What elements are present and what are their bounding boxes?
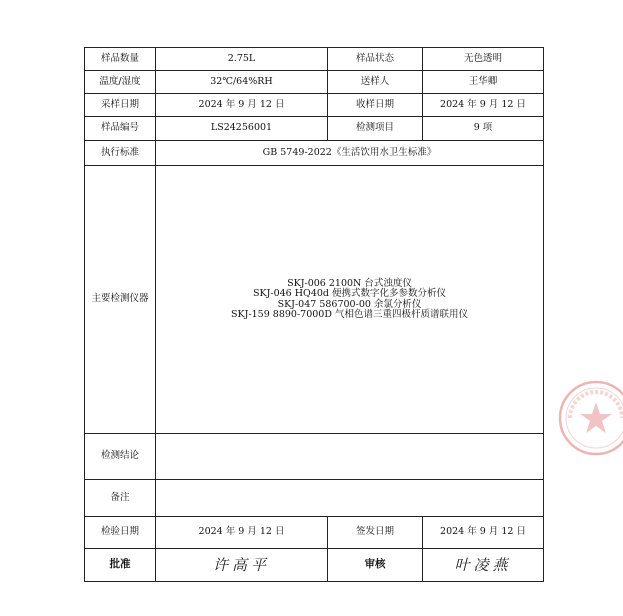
- row-instruments: [85, 166, 544, 434]
- sample-number-value: LS24256001: [156, 117, 328, 141]
- row-dates: [85, 94, 544, 117]
- standard-label: 执行标准: [85, 141, 156, 166]
- sample-state-value: 无色透明: [423, 48, 544, 71]
- conclusion-label: 检测结论: [85, 434, 156, 480]
- conclusion-value: [156, 434, 544, 480]
- instrument-item: SKJ-006 2100N 台式浊度仪: [287, 277, 412, 289]
- approver-signature-text: 许高平: [212, 555, 270, 574]
- sender-value: 王华卿: [423, 71, 544, 94]
- temp-humidity-value: 32℃/64%RH: [156, 71, 328, 94]
- approve-label: 批准: [85, 549, 156, 582]
- row-standard: [85, 141, 544, 166]
- test-items-label: 检测项目: [328, 117, 423, 141]
- sample-quantity-value: 2.75L: [156, 48, 328, 71]
- remarks-value: [156, 480, 544, 517]
- temp-humidity-label: 温度/湿度: [85, 71, 156, 94]
- standard-value: GB 5749-2022《生活饮用水卫生标准》: [156, 141, 544, 166]
- receipt-date-label: 收样日期: [328, 94, 423, 117]
- report-table: [84, 47, 544, 582]
- issue-date-value: 2024 年 9 月 12 日: [423, 517, 544, 549]
- test-items-value: 9 项: [423, 117, 544, 141]
- review-label: 审核: [328, 549, 423, 582]
- remarks-label: 备注: [85, 480, 156, 517]
- sample-quantity-label: 样品数量: [85, 48, 156, 71]
- sender-label: 送样人: [328, 71, 423, 94]
- sample-state-label: 样品状态: [328, 48, 423, 71]
- row-conclusion: [85, 434, 544, 480]
- official-seal-stamp: [556, 378, 623, 458]
- instruments-label: 主要检测仪器: [85, 166, 156, 434]
- instrument-item: SKJ-159 8890-7000D 气相色谱三重四极杆质谱联用仪: [231, 308, 468, 320]
- row-remarks: [85, 480, 544, 517]
- row-inspection-dates: [85, 517, 544, 549]
- row-approval: [85, 549, 544, 582]
- reviewer-signature: [423, 549, 544, 582]
- row-sample-number: [85, 117, 544, 141]
- sampling-date-value: 2024 年 9 月 12 日: [156, 94, 328, 117]
- instruments-list: [156, 166, 544, 434]
- row-temperature: [85, 71, 544, 94]
- inspection-date-label: 检验日期: [85, 517, 156, 549]
- reviewer-signature-text: 叶凌燕: [454, 555, 512, 574]
- receipt-date-value: 2024 年 9 月 12 日: [423, 94, 544, 117]
- report-sheet: [84, 47, 543, 582]
- row-sample-quantity: [85, 48, 544, 71]
- sampling-date-label: 采样日期: [85, 94, 156, 117]
- inspection-date-value: 2024 年 9 月 12 日: [156, 517, 328, 549]
- sample-number-label: 样品编号: [85, 117, 156, 141]
- instrument-item: SKJ-047 586700-00 余氯分析仪: [277, 298, 422, 310]
- approver-signature: [156, 549, 328, 582]
- issue-date-label: 签发日期: [328, 517, 423, 549]
- instrument-item: SKJ-046 HQ40d 便携式数字化多参数分析仪: [252, 288, 447, 300]
